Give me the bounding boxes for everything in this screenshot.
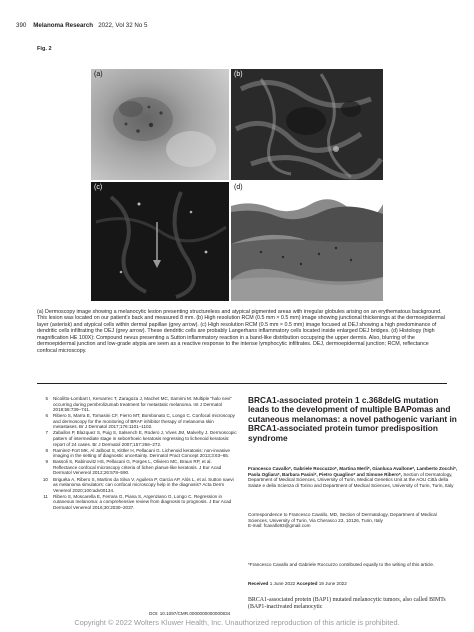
panel-label-c: (c) <box>94 184 103 191</box>
histology-image <box>231 182 383 301</box>
panel-label-b: (b) <box>234 71 243 78</box>
correspondence-block <box>248 512 458 529</box>
reference-item: 8 Ramirez-Fort MK, Al Jalbout S, Kittler H, Pellacani G. Lichenoid keratosis: non-invasive imaging in the setting of diagnostic uncertainty. Dermatol Pract Concept 2013;3:63–65. <box>45 447 230 459</box>
article-body-text: BRCA1-associated protein (BAP1) mutated melanocytic tumors, also called BIMTs (BAP1-inactivated melanocytic <box>248 597 446 611</box>
reference-item: 11 Ribero S, Moscarella E, Ferrara G, Piana S, Argenziano G, Longo C. Regression in cutaneous melanoma: a comprehensive review from diagnosis to prognosis. J Eur Acad Dermatol Venereol 2016;30:2030–2037. <box>43 493 232 510</box>
author-names: Francesco Cavallo*, Gabriele Roccuzzo*, Martina Merli*, Gianluca Avallone*, Lamberto Zocchi*, Paola Ogliara*, Barbara Pasini*, Pietro Quaglino* and Simone Ribero*, <box>248 466 458 477</box>
correspondence-address: Correspondence to Francesco Cavallo, MD, Section of Dermatology, Department of Medical Sciences, University of Turin, Via Cherasco 23, 10126, Turin, Italy <box>248 512 437 523</box>
article-title: BRCA1-associated protein 1 c.368delG mutation leads to the development of multiple BAPomas and cutaneous melanomas: a novel pathogenic variant in BRCA1-associated protein tumor predisposition syndrome <box>248 395 457 443</box>
figure-label: Fig. 2 <box>37 46 52 52</box>
figure-panel-b <box>231 69 383 180</box>
reference-item: 9 Bassoli S, Rabinovitz HS, Pellacani G, Porges L, Oliviero MC, Braun RP, et al. Reflectance confocal microscopy criteria of lichen planus-like keratosis. J Eur Acad Dermatol Venereol 2012;26:578–590. <box>45 459 222 476</box>
doi-text[interactable]: DOI: 10.1097/CMR.0000000000000834 <box>149 611 231 616</box>
section-divider <box>37 383 447 384</box>
figure-panel-c <box>91 182 229 301</box>
rcm-image-c <box>91 182 229 301</box>
correspondence-email[interactable]: E-mail: fcavallo93@gmail.com <box>248 523 311 529</box>
journal-issue: 2022, Vol 32 No 5 <box>98 22 148 29</box>
reference-item: 10 Briguéta A, Ribero S, Martins da Silva V, Aguilera P, Garcia AP, Alós L, et al. Sutton naevi as melanoma simulators: can confocal microscopy help in the diagnosis? Acta Derm Venereol 2020;100:adv00134. <box>42 476 234 493</box>
reference-item: 7 Zaballos P, Blazquez S, Puig S, Salsench E, Rodero J, Vives JM, Malvehy J. Dermoscopic pattern of intermediate stage in seborrhoeic keratosis regressing to lichenoid keratosis: report of 24 cases. Br J Dermatol 2007;157:266–272. <box>45 430 237 447</box>
author-affiliation: Section of Dermatology, Department of Medical Sciences, University of Turin, Medical Genetics Unit at the AOU Città della Salute e della Scienza di Torino and Department of Medical Sciences, University of Turin, Turin, Italy <box>248 471 454 488</box>
figure-panel-a <box>91 69 229 180</box>
panel-label-a: (a) <box>94 71 103 78</box>
figure-caption: (a) Dermoscopy image showing a melanocytic lesion presenting structureless and atypical pigmented areas with irregular globules arising on an erythematous background. This lesion was located on our patient’s back and measured 8 mm. (b) High resolution RCM (0.5 mm × 0.5 mm) image showing junctional thickenings at the dermoepidermal layer (asterisk) and atypical cells within dermal papillae (grey arrow). (c) High resolution RCM (0.5 mm × 0.5 mm) image focused at DEJ showing a high predominance of dendritic cells infiltrating the DEJ (grey arrow). These dendritic cells are probably Langerhans inflammatory cells located inside enlarged DEJ bridges. (d) Histology (high magnification HE 100X): Compound nevus presenting a Sutton inflammatory reaction in a band-like distribution occupying the upper dermis. Also, blurring of the dermoepidermal junction and low-grade atypia are seen as a reactive response to the intense lymphocytic infiltrates. DEJ, dermoepidermal junction; RCM, reflectance confocal microscopy. <box>37 309 445 354</box>
reference-item: 6 Ribero S, Marra E, Tomasini CF, Fierro MT, Bombonato C, Longo C. Confocal microscopy and dermoscopy for the monitoring of BRAF inhibitor therapy of melanoma skin metastases. Br J Dermatol 2017;176:1101–1102. <box>45 413 235 430</box>
journal-name: Melanoma Research <box>33 22 94 29</box>
received-accepted-line: Received 1 June 2022 Accepted 19 June 2022 <box>248 581 347 586</box>
running-header <box>16 22 147 29</box>
panel-label-d: (d) <box>234 184 243 191</box>
reference-list <box>37 396 237 511</box>
dermoscopy-image <box>91 69 229 180</box>
equal-contribution-note: *Francesco Cavallo and Gabriele Roccuzzo contributed equally to the writing of this article. <box>248 562 435 567</box>
author-block <box>248 466 458 488</box>
rcm-image-b <box>231 69 383 180</box>
reference-item: 5 Nicolitto-Lombart I, Kervarrec T, Zaragoza J, Machet MC, Samimi M. Multiple “halo nevi” occurring during pembrolizumab treatment for metastatic melanoma. Int J Dermatol 2019;58:739–741. <box>45 396 232 413</box>
figure-panel-d <box>231 182 383 301</box>
copyright-watermark: Copyright © 2022 Wolters Kluwer Health, Inc. Unauthorized reproduction of this article is prohibited. <box>74 618 400 627</box>
page-number: 390 <box>16 22 27 29</box>
